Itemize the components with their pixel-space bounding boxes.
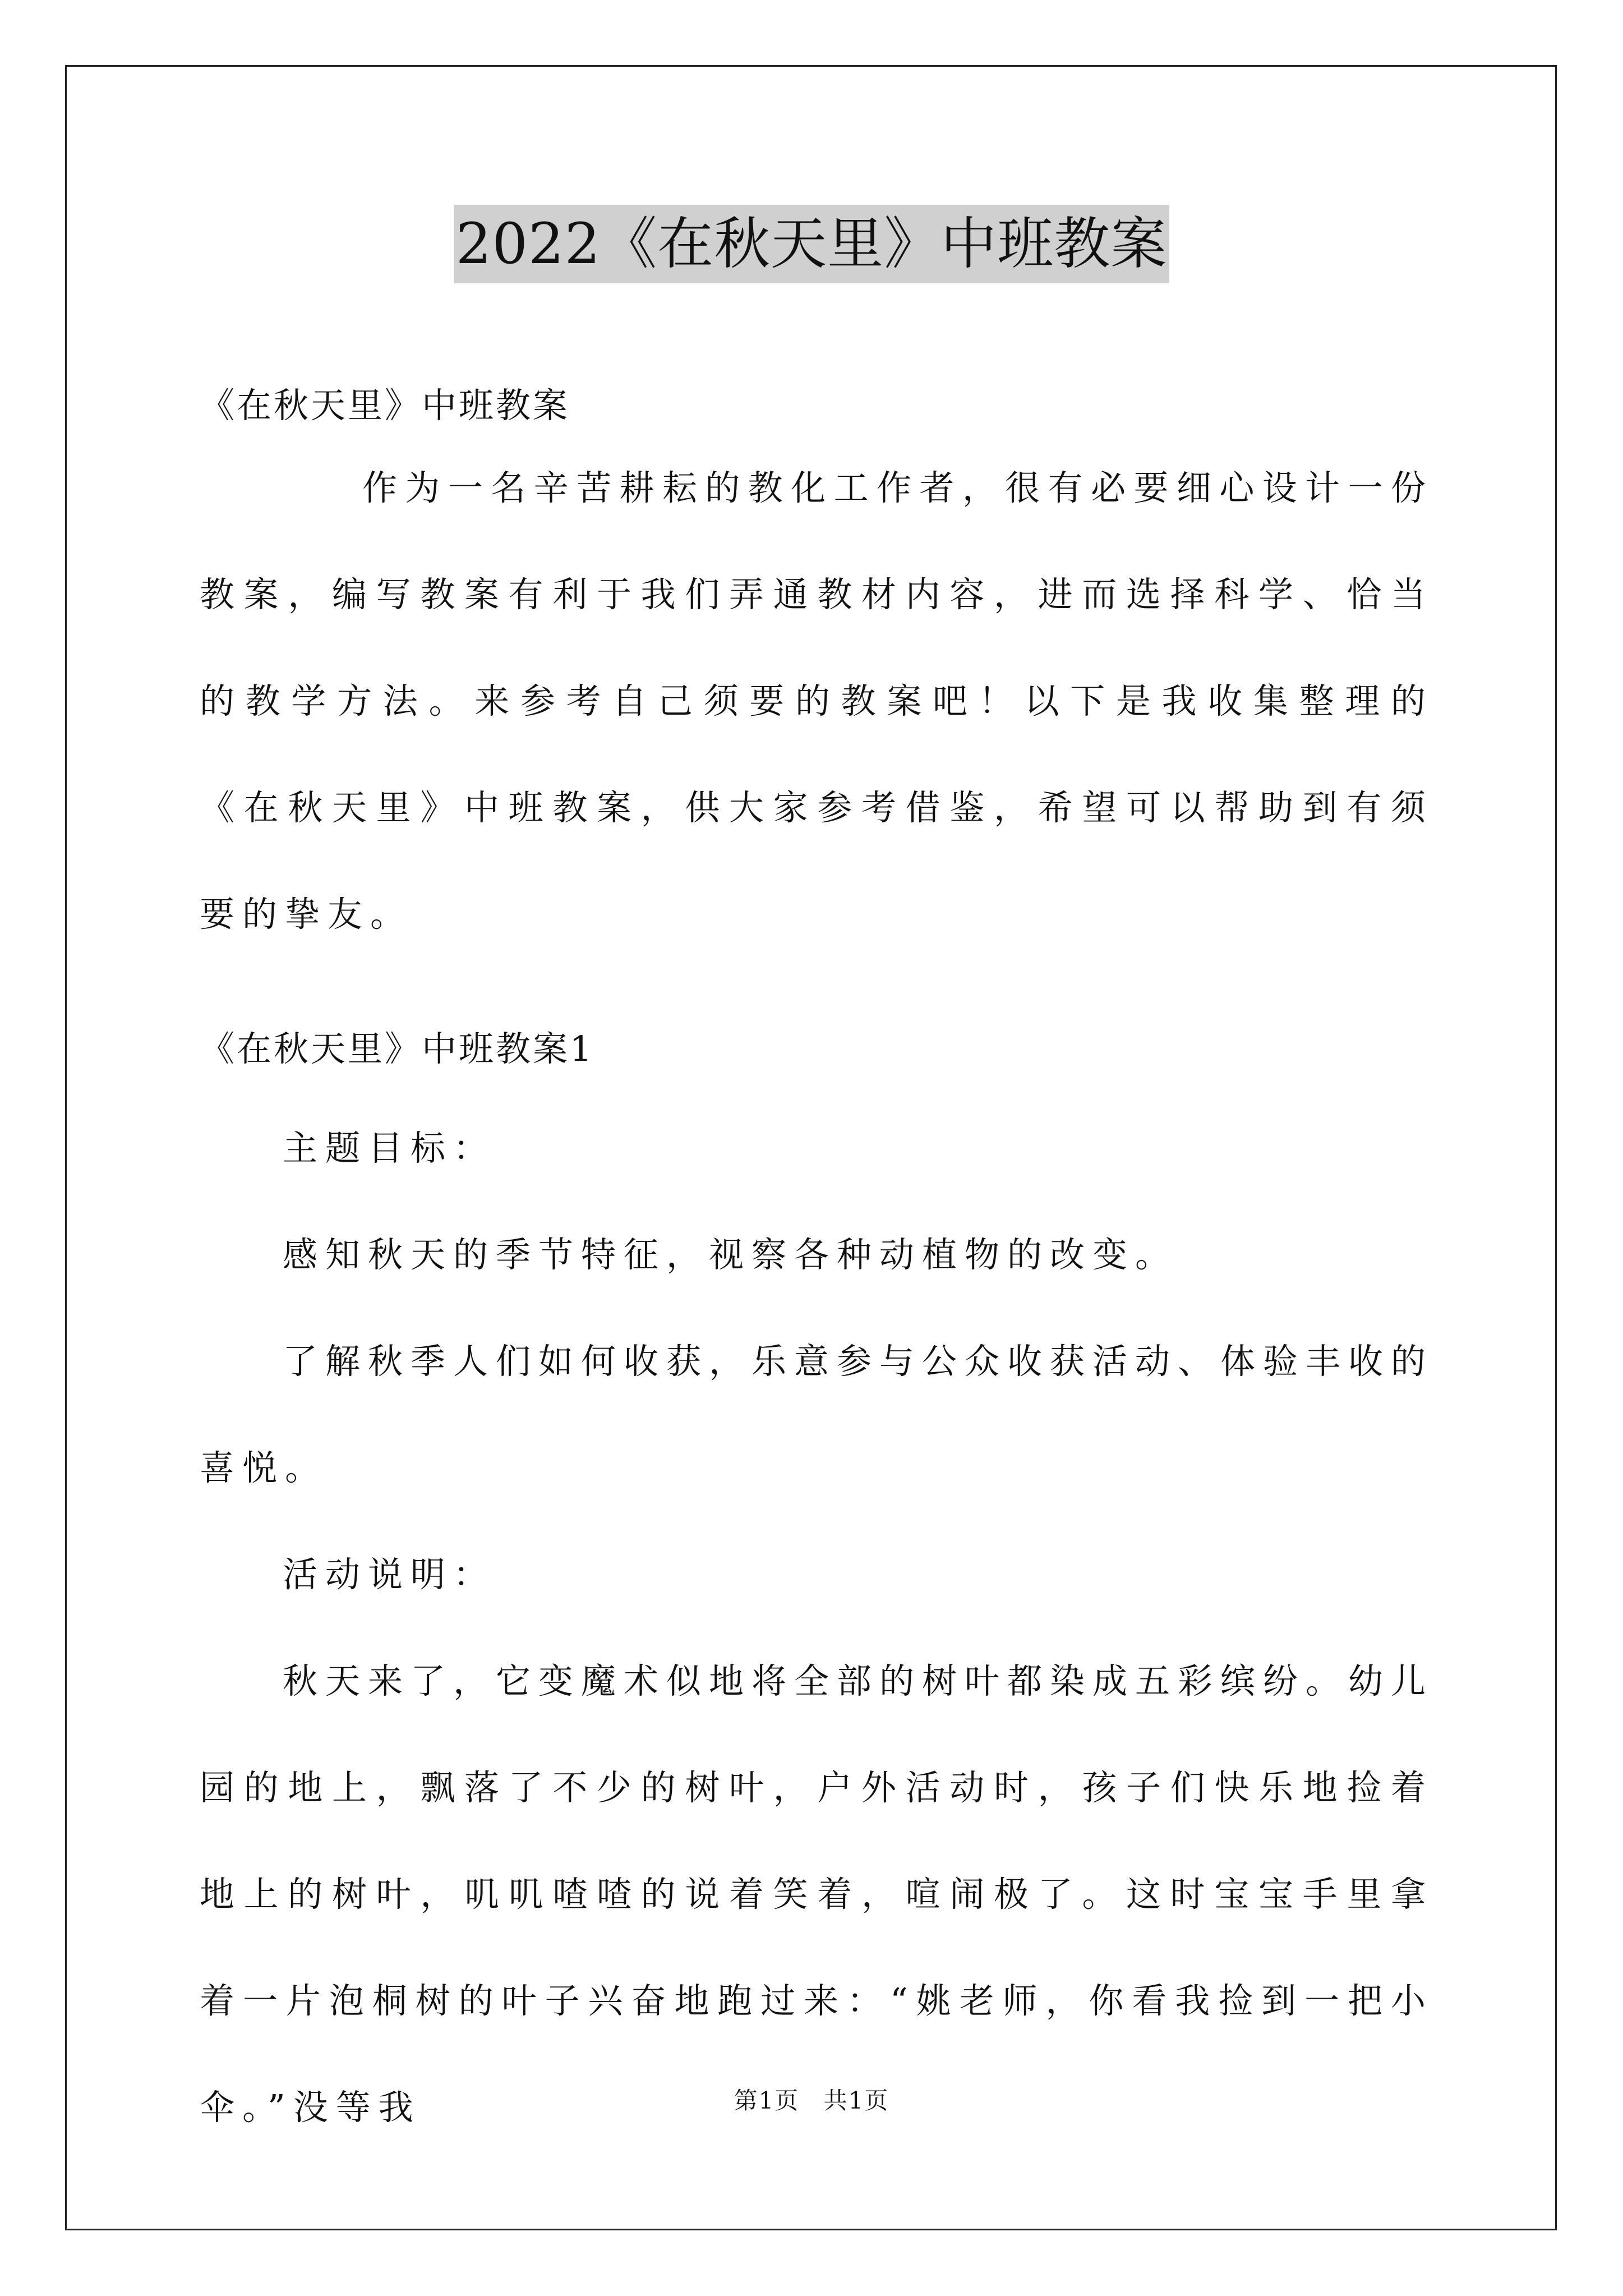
goal-item-1: 感知秋天的季节特征，视察各种动植物的改变。 — [283, 1234, 1178, 1275]
activity-label: 活动说明： — [283, 1554, 496, 1595]
section-heading: 《在秋天里》中班教案1 — [200, 1028, 594, 1069]
intro-paragraph: 作为一名辛苦耕耘的教化工作者，很有必要细心设计一份教案，编写教案有利于我们弄通教材内容，进而选择科学、恰当的教学方法。来参考自己须要的教案吧！以下是我收集整理的《在秋天里》中班教案，供大家参考借鉴，希望可以帮助到有须要的挚友。 — [200, 467, 1433, 935]
goal-label: 主题目标： — [283, 1128, 496, 1168]
goal-item-2: 了解秋季人们如何收获，乐意参与公众收获活动、体验丰收的喜悦。 — [200, 1341, 1434, 1488]
page-footer — [0, 2084, 1623, 2118]
document-subtitle: 《在秋天里》中班教案 — [200, 385, 570, 426]
title-container — [0, 205, 1623, 283]
page-total: 共1页 — [823, 2087, 889, 2114]
document-title: 2022《在秋天里》中班教案 — [454, 205, 1170, 283]
page-number: 第1页 — [734, 2087, 800, 2114]
activity-paragraph: 秋天来了，它变魔术似地将全部的树叶都染成五彩缤纷。幼儿园的地上，飘落了不少的树叶，户外活动时，孩子们快乐地捡着地上的树叶，叽叽喳喳的说着笑着，喧闹极了。这时宝宝手里拿着一片泡桐树的叶子兴奋地跑过来：“姚老师，你看我捡到一把小伞。”没等我 — [200, 1660, 1434, 2128]
